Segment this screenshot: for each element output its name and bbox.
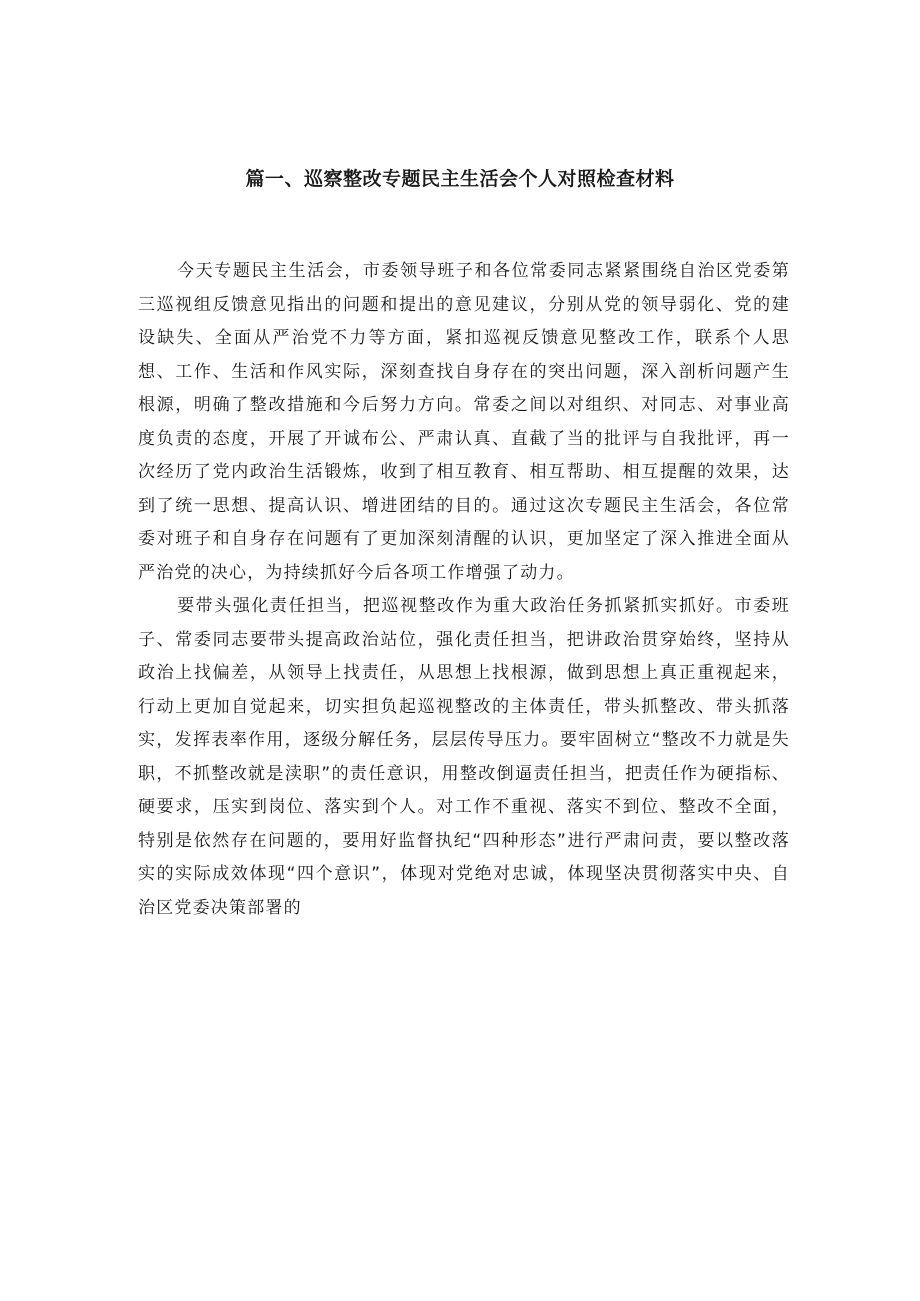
document-title: 篇一、巡察整改专题民主生活会个人对照检查材料 — [245, 168, 675, 190]
paragraph-2: 要带头强化责任担当，把巡视整改作为重大政治任务抓紧抓实抓好。市委班子、常委同志要带头提高政治站位，强化责任担当，把讲政治贯穿始终，坚持从政治上找偏差，从领导上找责任，从思想上找根源，做到思想上真正重视起来，行动上更加自觉起来，切实担负起巡视整改的主体责任，带头抓整改、带头抓落实，发挥表率作用，逐级分解任务，层层传导压力。要牢固树立“整改不力就是失职，不抓整改就是渎职”的责任意识，用整改倒逼责任担当，把责任作为硬指标、硬要求，压实到岗位、落实到个人。对工作不重视、落实不到位、整改不全面，特别是依然存在问题的，要用好监督执纪“四种形态”进行严肃问责，要以整改落实的实际成效体现“四个意识”，体现对党绝对忠诚，体现坚决贯彻落实中央、自治区党委决策部署的 — [138, 596, 790, 918]
document-body — [138, 255, 790, 925]
paragraph-1: 今天专题民主生活会，市委领导班子和各位常委同志紧紧围绕自治区党委第三巡视组反馈意见指出的问题和提出的意见建议，分别从党的领导弱化、党的建设缺失、全面从严治党不力等方面，紧扣巡视反馈意见整改工作，联系个人思想、工作、生活和作风实际，深刻查找自身存在的突出问题，深入剖析问题产生根源，明确了整改措施和今后努力方向。常委之间以对组织、对同志、对事业高度负责的态度，开展了开诚布公、严肃认真、直截了当的批评与自我批评，再一次经历了党内政治生活锻炼，收到了相互教育、相互帮助、相互提醒的效果，达到了统一思想、提高认识、增进团结的目的。通过这次专题民主生活会，各位常委对班子和自身存在问题有了更加深刻清醒的认识，更加坚定了深入推进全面从严治党的决心，为持续抓好今后各项工作增强了动力。 — [138, 261, 790, 583]
